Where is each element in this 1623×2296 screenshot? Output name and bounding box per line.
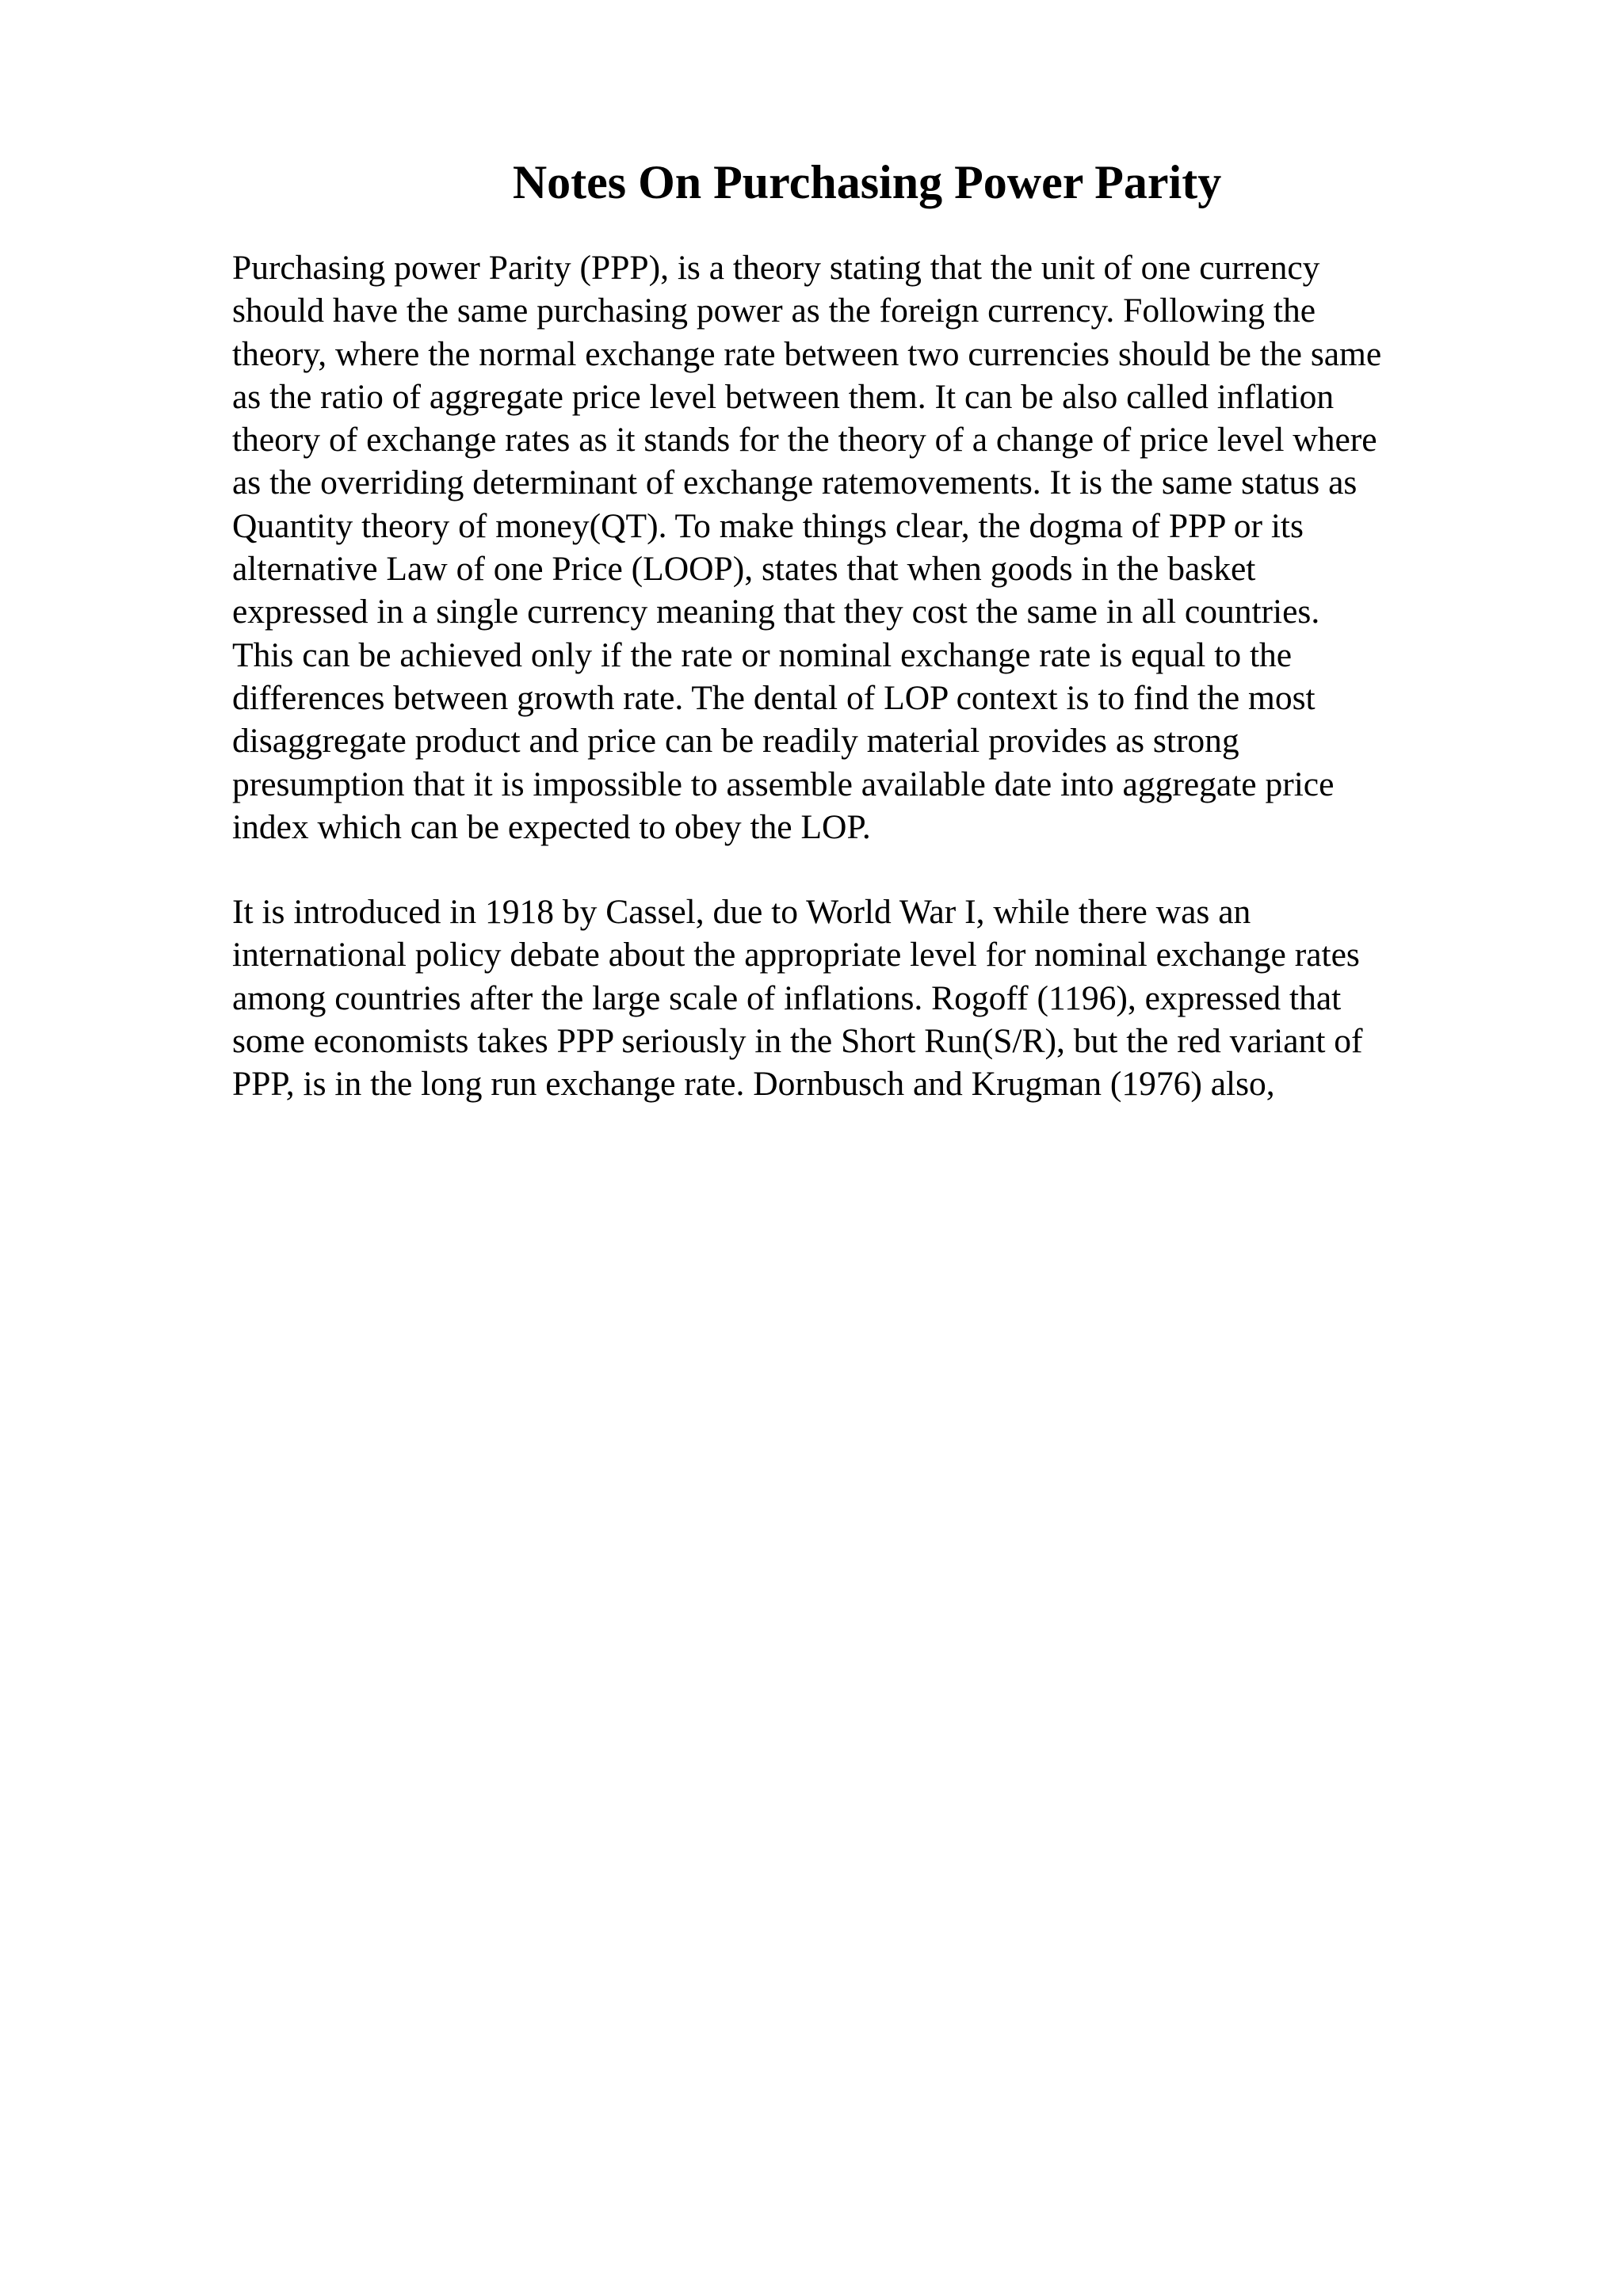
text-line: Quantity theory of money(QT). To make things clear, the dogma of PPP or its [232, 506, 1304, 545]
paragraph-1 [232, 246, 1500, 849]
text-line: alternative Law of one Price (LOOP), states that when goods in the basket [232, 550, 1256, 589]
text-line: as the overriding determinant of exchange ratemovements. It is the same status as [232, 463, 1358, 502]
text-line: differences between growth rate. The dental of LOP context is to find the most [232, 678, 1316, 717]
text-line: index which can be expected to obey the LOP. [232, 807, 871, 846]
text-line: some economists takes PPP seriously in the Short Run(S/R), but the red variant of [232, 1021, 1363, 1060]
text-line: theory of exchange rates as it stands for the theory of a change of price level where [232, 421, 1377, 460]
page-title: Notes On Purchasing Power Parity [512, 156, 1222, 208]
text-line: as the ratio of aggregate price level between them. It can be also called inflation [232, 377, 1335, 416]
paragraph-2 [232, 891, 1500, 1105]
text-line: Purchasing power Parity (PPP), is a theory stating that the unit of one currency [232, 249, 1320, 287]
text-line: PPP, is in the long run exchange rate. Dornbusch and Krugman (1976) also, [232, 1065, 1275, 1104]
text-line: theory, where the normal exchange rate between two currencies should be the same [232, 334, 1382, 373]
text-line: expressed in a single currency meaning that they cost the same in all countries. [232, 593, 1320, 631]
text-line: international policy debate about the appropriate level for nominal exchange rates [232, 936, 1360, 974]
text-line: should have the same purchasing power as the foreign currency. Following the [232, 292, 1316, 330]
text-line: It is introduced in 1918 by Cassel, due to World War I, while there was an [232, 893, 1251, 931]
text-line: among countries after the large scale of inflations. Rogoff (1196), expressed that [232, 978, 1342, 1017]
text-line: This can be achieved only if the rate or nominal exchange rate is equal to the [232, 635, 1293, 674]
text-line: disaggregate product and price can be readily material provides as strong [232, 722, 1239, 761]
text-line: presumption that it is impossible to assemble available date into aggregate price [232, 765, 1335, 803]
